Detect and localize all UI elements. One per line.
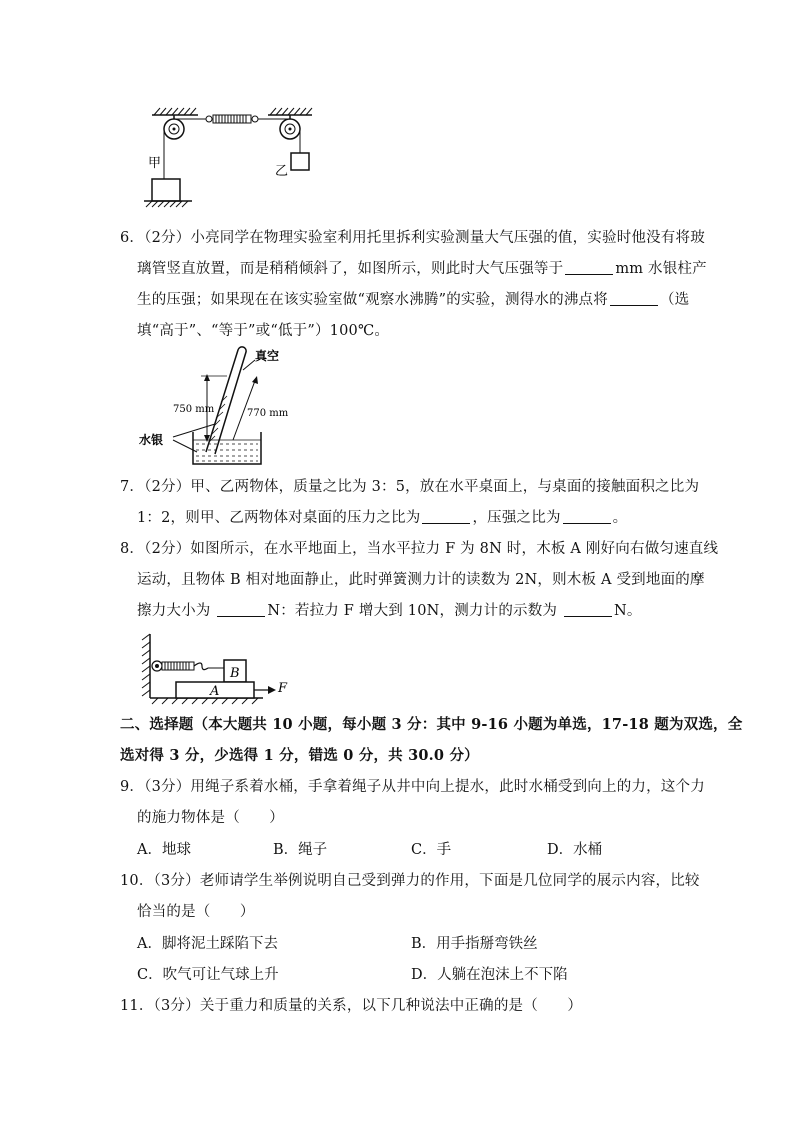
q9-option-a[interactable]: A．地球 bbox=[137, 842, 191, 858]
q8-line3-b: N：若拉力 F 增大到 10N，测力计的示数为 bbox=[267, 603, 558, 619]
label-b: B bbox=[230, 666, 240, 681]
q10-option-d[interactable]: D．人躺在泡沫上不下陷 bbox=[411, 967, 568, 983]
label-yi: 乙 bbox=[275, 164, 289, 179]
q6-line2 bbox=[137, 259, 707, 279]
section2-line1: 二、选择题（本大题共 10 小题，每小题 3 分：其中 9-16 小题为单选，17-18 题为双选，全 bbox=[120, 716, 743, 733]
section2-line2: 选对得 3 分，少选得 1 分，错选 0 分，共 30.0 分） bbox=[120, 747, 479, 764]
answer-blank bbox=[564, 602, 612, 617]
q6-line2-unit: mm 水银柱产 bbox=[615, 261, 707, 277]
q7-line2-c: 。 bbox=[612, 510, 628, 526]
torricelli-figure bbox=[135, 342, 305, 470]
q8-line2: 运动，且物体 B 相对地面静止，此时弹簧测力计的读数为 2N，则木板 A 受到地面的摩 bbox=[137, 572, 705, 588]
q6-line3-text: 生的压强；如果现在在该实验室做“观察水沸腾”的实验，测得水的沸点将 bbox=[137, 292, 608, 308]
label-f: F bbox=[278, 681, 288, 696]
q10-line1: 10．（3分）老师请学生举例说明自己受到弹力的作用，下面是几位同学的展示内容，比较 bbox=[120, 873, 700, 889]
q10-option-c[interactable]: C．吹气可让气球上升 bbox=[137, 967, 279, 983]
q9-line2: 的施力物体是（ ） bbox=[137, 810, 284, 826]
q9-option-b[interactable]: B．绳子 bbox=[273, 842, 328, 858]
q11-line1: 11．（3分）关于重力和质量的关系，以下几种说法中正确的是（ ） bbox=[120, 998, 583, 1014]
q8-line1: 8．（2分）如图所示，在水平地面上，当水平拉力 F 为 8N 时，木板 A 刚好向右做匀速直线 bbox=[120, 541, 719, 557]
label-vacuum: 真空 bbox=[255, 349, 280, 363]
label-a: A bbox=[210, 684, 220, 699]
q8-line3 bbox=[137, 601, 642, 621]
label-jia: 甲 bbox=[148, 156, 162, 171]
q6-line1: 6．（2分）小亮同学在物理实验室利用托里拆利实验测量大气压强的值，实验时他没有将玻 bbox=[120, 230, 705, 246]
q10-line2: 恰当的是（ ） bbox=[137, 904, 255, 920]
q7-line2-b: ，压强之比为 bbox=[472, 510, 561, 526]
q8-line3-a: 擦力大小为 bbox=[137, 603, 211, 619]
answer-blank bbox=[563, 509, 611, 524]
q9-line1: 9．（3分）用绳子系着水桶，手拿着绳子从井中向上提水，此时水桶受到向上的力，这个力 bbox=[120, 779, 705, 795]
q6-line3 bbox=[137, 290, 689, 310]
label-770mm: 770 mm bbox=[247, 408, 289, 419]
label-750mm: 750 mm bbox=[173, 404, 215, 415]
board-figure bbox=[138, 630, 298, 705]
q6-line4: 填“高于”、“等于”或“低于”）100℃。 bbox=[137, 323, 390, 339]
q7-line2-a: 1：2，则甲、乙两物体对桌面的压力之比为 bbox=[137, 510, 421, 526]
q10-option-a[interactable]: A．脚将泥土踩陷下去 bbox=[137, 936, 278, 952]
q7-line1: 7．（2分）甲、乙两物体，质量之比为 3：5，放在水平桌面上，与桌面的接触面积之比为 bbox=[120, 479, 700, 495]
label-mercury: 水银 bbox=[139, 433, 164, 447]
q10-option-b[interactable]: B．用手指掰弯铁丝 bbox=[411, 936, 538, 952]
answer-blank bbox=[422, 509, 470, 524]
pulley-figure bbox=[140, 105, 320, 210]
q7-line2 bbox=[137, 508, 627, 528]
q8-line3-c: N。 bbox=[613, 603, 642, 619]
answer-blank bbox=[217, 602, 265, 617]
q9-option-c[interactable]: C．手 bbox=[411, 842, 452, 858]
q9-option-d[interactable]: D．水桶 bbox=[547, 842, 603, 858]
answer-blank bbox=[565, 260, 613, 275]
q6-line3-end: （选 bbox=[659, 292, 690, 308]
q6-line2-text: 璃管竖直放置，而是稍稍倾斜了，如图所示，则此时大气压强等于 bbox=[137, 261, 564, 277]
answer-blank bbox=[610, 291, 658, 306]
